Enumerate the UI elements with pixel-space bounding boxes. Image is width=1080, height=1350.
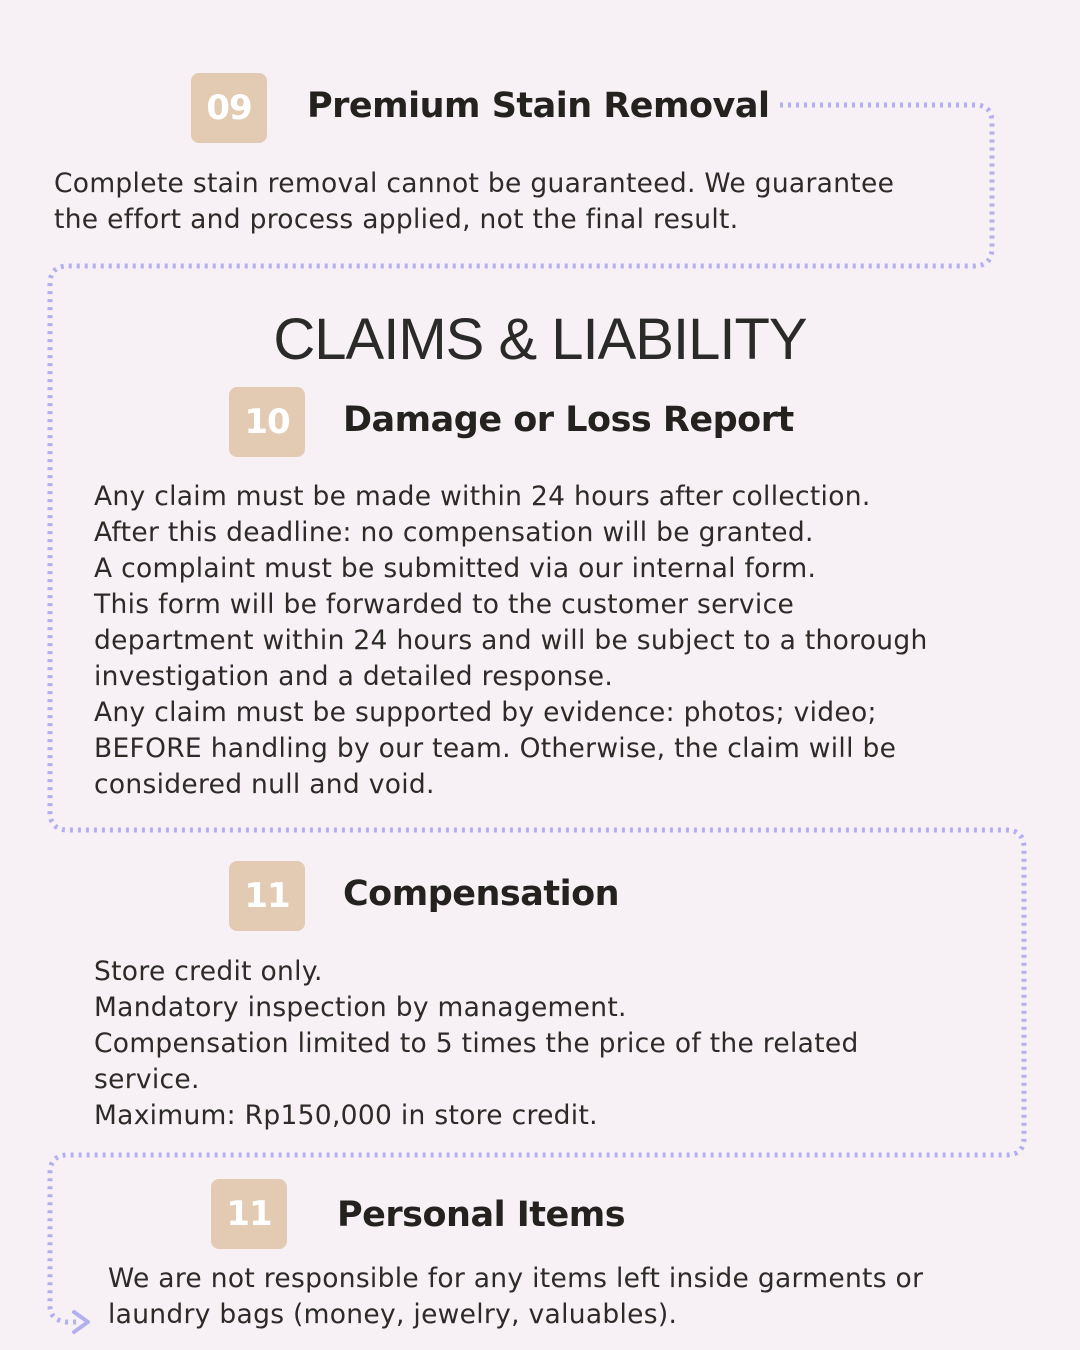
text-line: department within 24 hours and will be subject to a thorough — [94, 625, 928, 656]
step-badge-09: 09 — [191, 73, 267, 143]
text-line: laundry bags (money, jewelry, valuables). — [108, 1299, 678, 1330]
text-line: A complaint must be submitted via our internal form. — [94, 553, 817, 584]
text-line: Any claim must be made within 24 hours after collection. — [94, 481, 871, 512]
text-line: Mandatory inspection by management. — [94, 992, 627, 1023]
heading-personal-items: Personal Items — [337, 1195, 626, 1235]
paragraph-personal-items — [108, 1261, 923, 1333]
text-line: Compensation limited to 5 times the price of the related — [94, 1028, 859, 1059]
text-line: Any claim must be supported by evidence: photos; video; — [94, 697, 877, 728]
text-line: After this deadline: no compensation will be granted. — [94, 517, 814, 548]
text-line: investigation and a detailed response. — [94, 661, 614, 692]
text-line: BEFORE handling by our team. Otherwise, the claim will be — [94, 733, 897, 764]
heading-damage-or-loss-report: Damage or Loss Report — [343, 400, 794, 440]
step-badge-10: 10 — [229, 387, 305, 457]
paragraph-damage-or-loss-report — [94, 479, 928, 803]
text-line: Store credit only. — [94, 956, 323, 987]
text-line: This form will be forwarded to the customer service — [94, 589, 795, 620]
text-line: We are not responsible for any items left inside garments or — [108, 1263, 924, 1294]
text-line: considered null and void. — [94, 769, 435, 800]
step-badge-11-personal-items: 11 — [211, 1179, 287, 1249]
text-line: service. — [94, 1064, 200, 1095]
text-line: Complete stain removal cannot be guaranteed. We guarantee — [54, 168, 895, 199]
step-badge-11-compensation: 11 — [229, 861, 305, 931]
text-line: Maximum: Rp150,000 in store credit. — [94, 1100, 598, 1131]
paragraph-premium-stain-removal — [54, 166, 894, 238]
heading-compensation: Compensation — [343, 874, 620, 914]
paragraph-compensation — [94, 954, 859, 1134]
heading-premium-stain-removal: Premium Stain Removal — [307, 86, 770, 126]
section-title: CLAIMS & LIABILITY — [273, 307, 807, 372]
text-line: the effort and process applied, not the final result. — [54, 204, 739, 235]
